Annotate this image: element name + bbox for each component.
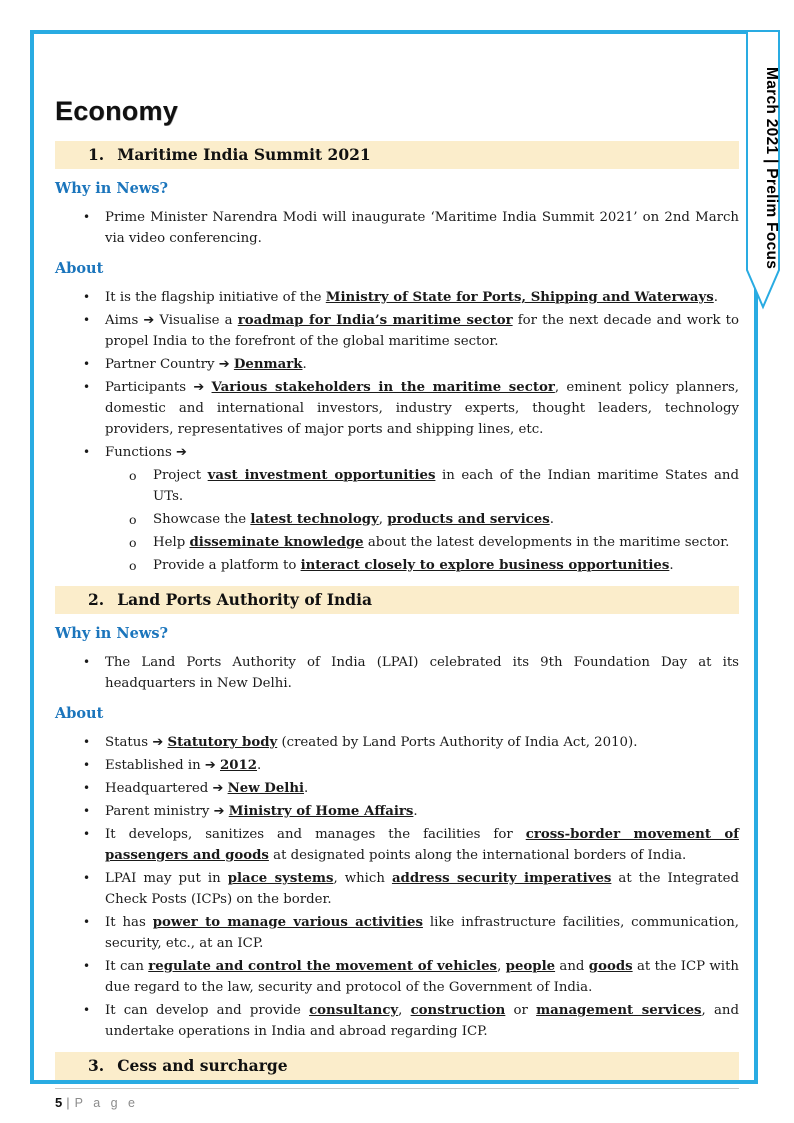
- footer-text: [55, 1089, 739, 1110]
- bullet-marker: o: [129, 535, 137, 550]
- list-item-text: It can regulate and control the movement of vehicles, people and goods at the ICP with due regard to the law, security and protocol of the Government of India.: [105, 959, 739, 995]
- subheading: Why in News?: [55, 180, 169, 197]
- side-ribbon: [746, 30, 780, 310]
- bullet-marker: •: [83, 871, 91, 885]
- list-item-text: Showcase the latest technology, products and services.: [153, 512, 554, 527]
- list-item: [55, 310, 739, 352]
- section-heading-bar: [55, 586, 739, 614]
- bullet-marker: •: [83, 380, 91, 394]
- list-item: [55, 956, 739, 998]
- subheading: Why in News?: [55, 625, 169, 642]
- bullet-marker: o: [129, 512, 137, 527]
- list-item-text: Status ➔ Statutory body (created by Land Ports Authority of India Act, 2010).: [105, 735, 638, 750]
- section-heading-bar: [55, 1052, 739, 1080]
- section-heading-bar: [55, 141, 739, 169]
- bullet-marker: •: [83, 781, 91, 795]
- list-item: [55, 652, 739, 694]
- bullet-marker: •: [83, 357, 91, 371]
- page-title: Economy: [55, 96, 178, 126]
- list-item-text: Participants ➔ Various stakeholders in the maritime sector, eminent policy planners, domestic and international investors, industry experts, thought leaders, technology providers, representatives of major ports and shipping lines, etc.: [105, 380, 740, 437]
- sub-list-item: [55, 555, 739, 576]
- list-item-text: It has power to manage various activities like infrastructure facilities, communication, security, etc., at an ICP.: [105, 915, 740, 951]
- bullet-list: [55, 207, 739, 249]
- list-item-text: Parent ministry ➔ Ministry of Home Affairs.: [105, 804, 418, 819]
- bullet-list: [55, 652, 739, 694]
- list-item-text: Help disseminate knowledge about the latest developments in the maritime sector.: [153, 535, 730, 550]
- subheading: About: [55, 705, 104, 722]
- list-item-text: It develops, sanitizes and manages the facilities for cross-border movement of passengers and goods at designated points along the international borders of India.: [105, 827, 739, 863]
- list-item: [55, 824, 739, 866]
- bullet-marker: o: [129, 558, 137, 573]
- footer-separator: |: [66, 1095, 70, 1110]
- list-item: [55, 354, 739, 375]
- bullet-marker: •: [83, 1003, 91, 1017]
- list-item-text: Established in ➔ 2012.: [105, 758, 262, 773]
- bullet-marker: •: [83, 313, 91, 327]
- list-item-text: Functions ➔: [105, 445, 187, 460]
- bullet-marker: •: [83, 915, 91, 929]
- list-item-text: LPAI may put in place systems, which address security imperatives at the Integrated Check Posts (ICPs) on the border.: [105, 871, 740, 907]
- list-item-text: Headquartered ➔ New Delhi.: [105, 781, 309, 796]
- section-title: Land Ports Authority of India: [117, 590, 373, 609]
- bullet-marker: •: [83, 959, 91, 973]
- list-item-text: The Land Ports Authority of India (LPAI) celebrated its 9th Foundation Day at its headquarters in New Delhi.: [105, 655, 739, 691]
- bullet-marker: •: [83, 758, 91, 772]
- sub-list-item: [55, 509, 739, 530]
- bullet-list: [55, 287, 739, 576]
- list-item-text: It is the flagship initiative of the Ministry of State for Ports, Shipping and Waterways.: [105, 290, 718, 305]
- bullet-list: [55, 732, 739, 1042]
- section-number: 1.: [88, 145, 105, 164]
- sections-container: [55, 141, 739, 1080]
- list-item-text: It can develop and provide consultancy, construction or management services, and undertake operations in India and abroad regarding ICP.: [105, 1003, 739, 1039]
- list-item: [55, 287, 739, 308]
- list-item: [55, 912, 739, 954]
- bullet-marker: •: [83, 210, 91, 224]
- section-title: Cess and surcharge: [117, 1056, 288, 1075]
- section-title: Maritime India Summit 2021: [117, 145, 371, 164]
- list-item-text: Aims ➔ Visualise a roadmap for India’s maritime sector for the next decade and work to propel India to the forefront of the global maritime sector.: [105, 313, 739, 349]
- page-number: 5: [55, 1095, 63, 1110]
- list-item: [55, 442, 739, 463]
- list-item: [55, 755, 739, 776]
- ribbon-label: March 2021 | Prelim Focus: [763, 66, 780, 270]
- bullet-marker: •: [83, 445, 91, 459]
- list-item: [55, 868, 739, 910]
- page-footer: [55, 1088, 739, 1110]
- list-item-text: Partner Country ➔ Denmark.: [105, 357, 307, 372]
- bullet-marker: o: [129, 468, 137, 483]
- sub-list-item: [55, 465, 739, 507]
- bullet-marker: •: [83, 735, 91, 749]
- bullet-marker: •: [83, 655, 91, 669]
- bullet-marker: •: [83, 827, 91, 841]
- bullet-marker: •: [83, 290, 91, 304]
- subheading: About: [55, 260, 104, 277]
- footer-page-label: P a g e: [74, 1096, 139, 1110]
- list-item: [55, 801, 739, 822]
- list-item: [55, 778, 739, 799]
- page-content: [55, 96, 739, 1110]
- list-item-text: Project vast investment opportunities in each of the Indian maritime States and UTs.: [153, 468, 739, 504]
- section-number: 2.: [88, 590, 105, 609]
- section-number: 3.: [88, 1056, 105, 1075]
- list-item: [55, 732, 739, 753]
- sub-list-item: [55, 532, 739, 553]
- list-item: [55, 1000, 739, 1042]
- bullet-marker: •: [83, 804, 91, 818]
- list-item-text: Provide a platform to interact closely to explore business opportunities.: [153, 558, 674, 573]
- list-item: [55, 207, 739, 249]
- list-item-text: Prime Minister Narendra Modi will inaugurate ‘Maritime India Summit 2021’ on 2nd March via video conferencing.: [105, 210, 739, 246]
- list-item: [55, 377, 739, 440]
